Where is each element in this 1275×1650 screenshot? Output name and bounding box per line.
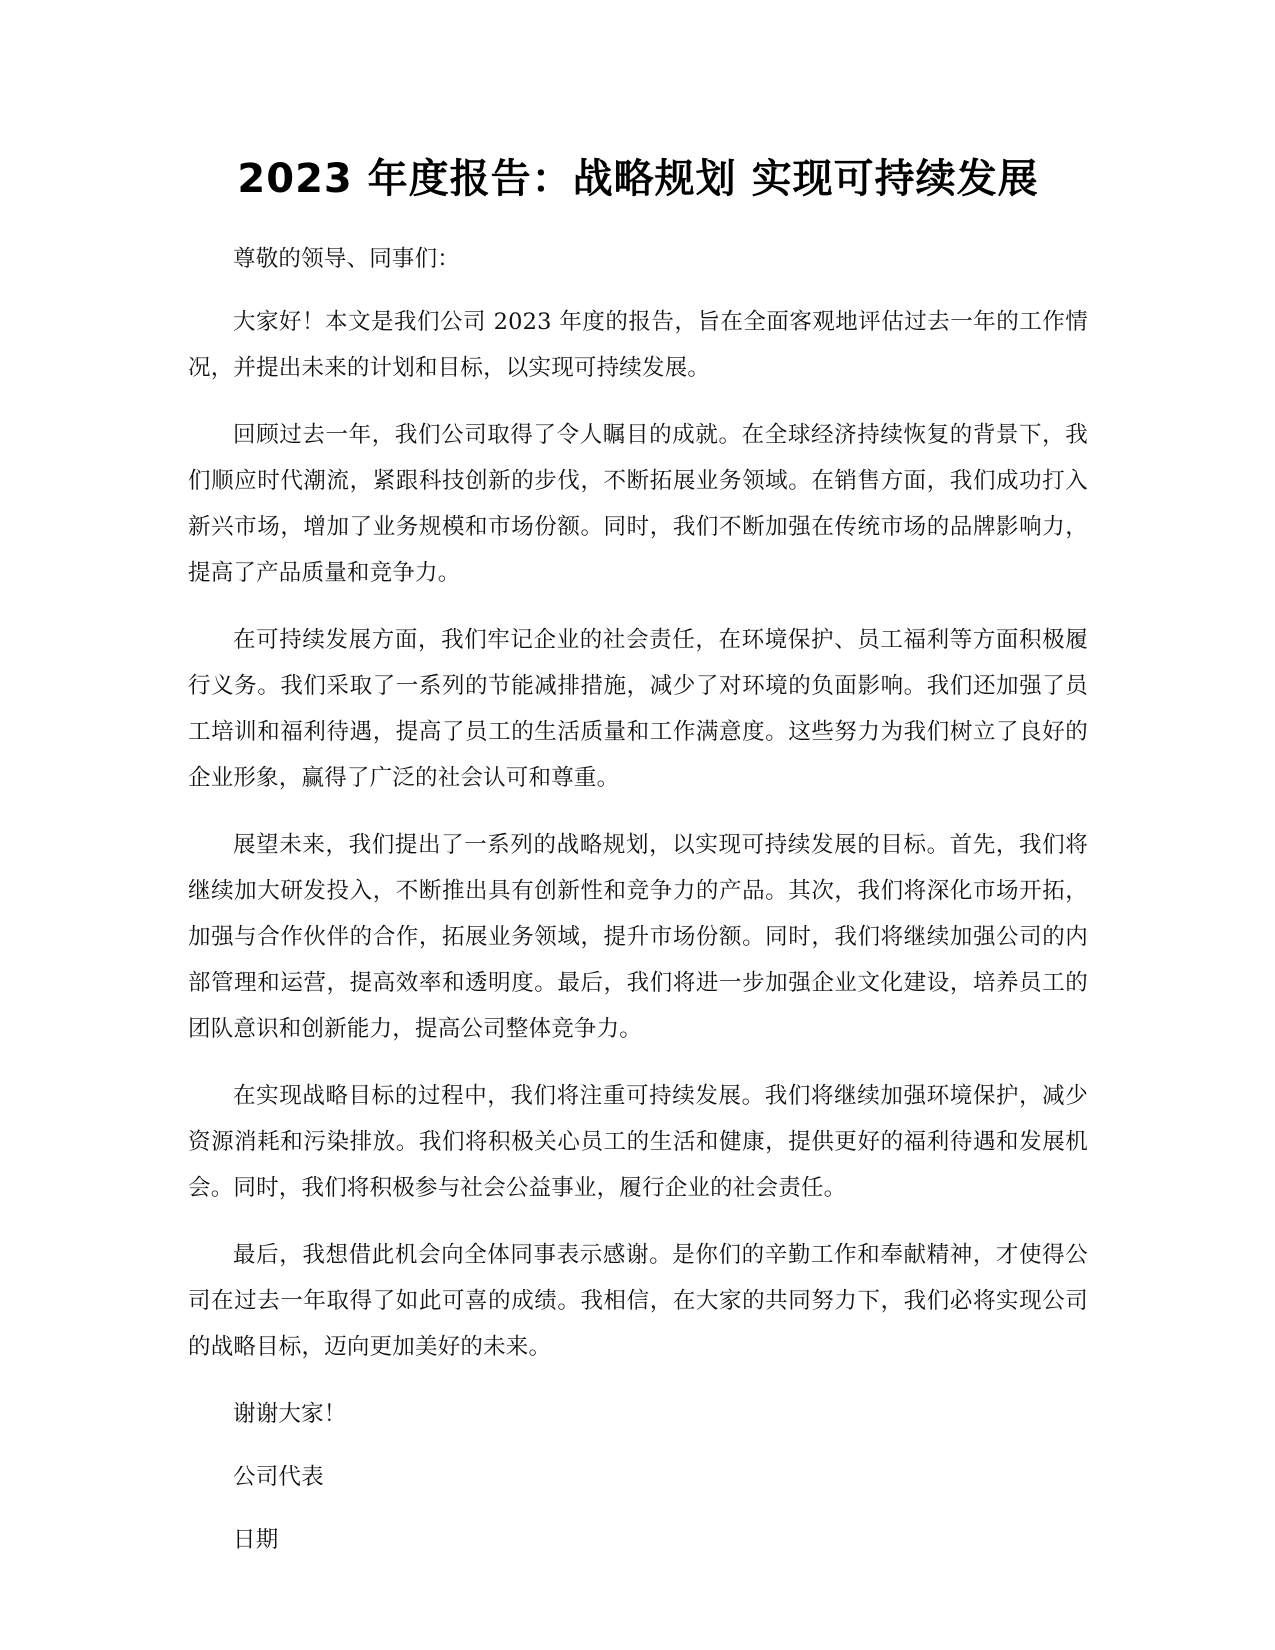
document-title: 2023 年度报告：战略规划 实现可持续发展 <box>237 156 1039 202</box>
date-line: 日期 <box>233 1527 279 1553</box>
greeting: 尊敬的领导、同事们： <box>233 246 461 272</box>
paragraph-review: 回顾过去一年，我们公司取得了令人瞩目的成就。在全球经济持续恢复的背景下，我们顺应时代潮流，紧跟科技创新的步伐，不断拓展业务领域。在销售方面，我们成功打入新兴市场，增加了业务规模和市场份额。同时，我们不断加强在传统市场的品牌影响力，提高了产品质量和竞争力。 <box>188 422 1088 586</box>
paragraph-outlook: 展望未来，我们提出了一系列的战略规划，以实现可持续发展的目标。首先，我们将继续加大研发投入，不断推出具有创新性和竞争力的产品。其次，我们将深化市场开拓，加强与合作伙伴的合作，拓展业务领域，提升市场份额。同时，我们将继续加强公司的内部管理和运营，提高效率和透明度。最后，我们将进一步加强企业文化建设，培养员工的团队意识和创新能力，提高公司整体竞争力。 <box>188 832 1088 1042</box>
document-page <box>188 150 1088 1580</box>
paragraph-thanks: 最后，我想借此机会向全体同事表示感谢。是你们的辛勤工作和奉献精神，才使得公司在过去一年取得了如此可喜的成绩。我相信，在大家的共同努力下，我们必将实现公司的战略目标，迈向更加美好的未来。 <box>188 1242 1088 1360</box>
paragraph-intro: 大家好！本文是我们公司 2023 年度的报告，旨在全面客观地评估过去一年的工作情况，并提出未来的计划和目标，以实现可持续发展。 <box>188 309 1088 381</box>
paragraph-strategy: 在实现战略目标的过程中，我们将注重可持续发展。我们将继续加强环境保护，减少资源消耗和污染排放。我们将积极关心员工的生活和健康，提供更好的福利待遇和发展机会。同时，我们将积极参与社会公益事业，履行企业的社会责任。 <box>188 1083 1088 1201</box>
paragraph-sustainability: 在可持续发展方面，我们牢记企业的社会责任，在环境保护、员工福利等方面积极履行义务。我们采取了一系列的节能减排措施，减少了对环境的负面影响。我们还加强了员工培训和福利待遇，提高了员工的生活质量和工作满意度。这些努力为我们树立了良好的企业形象，赢得了广泛的社会认可和尊重。 <box>188 627 1088 791</box>
signature-line: 公司代表 <box>233 1464 324 1490</box>
closing-line: 谢谢大家！ <box>233 1401 347 1427</box>
